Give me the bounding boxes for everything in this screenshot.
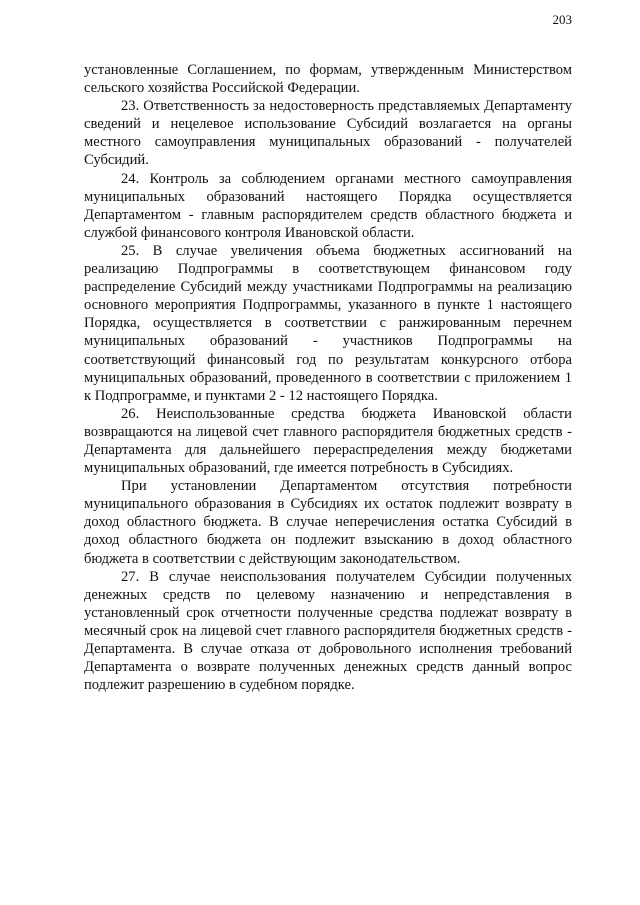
paragraph-continuation: установленные Соглашением, по формам, утвержденным Министерством сельского хозяйства Российской Федерации. [84,62,572,97]
paragraph-27: 27. В случае неиспользования получателем Субсидии полученных денежных средств по целевому назначению и непредставления в установленный срок отчетности полученные средства подлежат возврату в месячный срок на лицевой счет главного распорядителя бюджетных средств - Департамента. В случае отказа от добровольного исполнения требований Департамента о возврате полученных денежных средств данный вопрос подлежит разрешению в судебном порядке. [84,568,572,694]
page-number: 203 [552,12,572,27]
paragraph-26-continued: При установлении Департаментом отсутствия потребности муниципального образования в Субсидиях их остаток подлежит возврату в доход областного бюджета. В случае неперечисления остатка Субсидий в доход областного бюджета он подлежит взысканию в доход областного бюджета в соответствии с действующим законодательством. [84,478,572,567]
paragraph-26: 26. Неиспользованные средства бюджета Ивановской области возвращаются на лицевой счет главного распорядителя бюджетных средств - Департамента для дальнейшего перераспределения между бюджетами муниципальных образований, где имеется потребность в Субсидиях. [84,405,572,477]
document-body [84,61,572,694]
paragraph-24: 24. Контроль за соблюдением органами местного самоуправления муниципальных образований настоящего Порядка осуществляется Департаментом - главным распорядителем средств областного бюджета и службой финансового контроля Ивановской области. [84,170,572,241]
paragraph-25: 25. В случае увеличения объема бюджетных ассигнований на реализацию Подпрограммы в соответствующем финансовом году распределение Субсидий между участниками Подпрограммы на реализацию основного мероприятия Подпрограммы, указанного в пункте 1 настоящего Порядка, осуществляется в соответствии с ранжированным перечнем муниципальных образований - участников Подпрограммы на соответствующий финансовый год по результатам конкурсного отбора муниципальных образований, проведенного в соответствии с приложением 1 к Подпрограмме, и пунктами 2 - 12 настоящего Порядка. [84,242,572,404]
paragraph-23: 23. Ответственность за недостоверность представляемых Департаменту сведений и нецелевое использование Субсидий возлагается на органы местного самоуправления муниципальных образований - получателей Субсидий. [84,98,572,169]
